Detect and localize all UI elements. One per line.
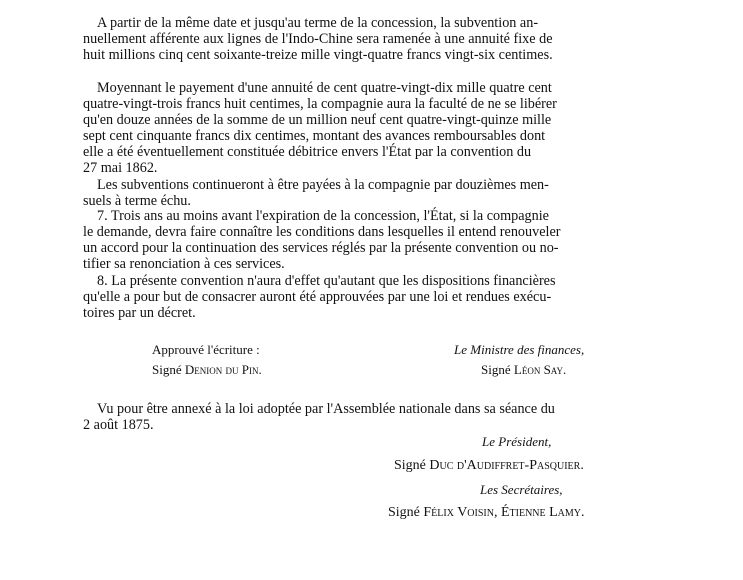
president-title-text: Le Président, [482,434,552,449]
text-line: 7. Trois ans au moins avant l'expiration de la concession, l'État, si la compagnie [97,208,549,224]
text-line: 2 août 1875. [83,416,154,433]
text-line: 8. La présente convention n'aura d'effet qu'autant que les dispositions financières [97,273,556,289]
text-line: Moyennant le payement d'une annuité de cent quatre-vingt-dix mille quatre cent [97,80,552,96]
text-line: A partir de la même date et jusqu'au terme de la concession, la subvention an- [97,15,539,31]
approved-label [152,342,260,357]
secretaries-signature [388,505,585,520]
signed-prefix: Signé [152,362,182,377]
text-line: suels à terme échu. [83,192,191,209]
annex-statement [83,402,667,434]
text-line: un accord pour la continuation des services réglés par la présente convention ou no- [83,239,559,256]
president-signature [394,458,584,473]
approved-text: Approuvé l'écriture : [152,342,260,357]
text-line: sept cent cinquante francs dix centimes, montant des avances remboursables dont [83,127,546,144]
text-line: elle a été éventuellement constituée débitrice envers l'État par la convention du [83,143,532,160]
text-line: Les subventions continueront à être payées à la compagnie par douzièmes men- [97,177,549,193]
text-line: 27 mai 1862. [83,159,158,176]
text-line: toires par un décret. [83,304,196,321]
text-line: Vu pour être annexé à la loi adoptée par l'Assemblée nationale dans sa séance du [97,401,555,417]
text-line: huit millions cinq cent soixante-treize mille vingt-quatre francs vingt-six centimes. [83,46,553,63]
secretary-name-2: Étienne Lamy. [500,505,585,520]
signer-name: Léon Say. [513,362,567,377]
minister-title-text: Le Ministre des finances, [454,342,585,357]
text-line: le demande, devra faire connaître les conditions dans lesquelles il entend renouveler [83,223,561,240]
secretary-name-1: Félix Voisin, [423,505,498,520]
secretaries-title-text: Les Secrétaires, [480,482,563,497]
paragraph-article-7 [83,209,667,273]
text-line: tifier sa renonciation à ces services. [83,255,285,272]
text-line: qu'en douze années de la somme de un million neuf cent quatre-vingt-quinze mille [83,111,552,128]
signed-prefix: Signé [388,505,420,520]
president-title [482,434,551,449]
text-line: qu'elle a pour but de consacrer auront été approuvées par une loi et rendues exécu- [83,288,552,305]
paragraph-payement [83,81,667,176]
signed-prefix: Signé [394,458,426,473]
signature-left [152,362,262,377]
paragraph-subventions-douziemes [83,178,667,210]
minister-title [454,342,584,357]
secretaries-title [480,482,563,497]
signer-name: Denion du Pin. [184,362,262,377]
signature-right [481,362,566,377]
paragraph-article-8 [83,274,667,322]
signed-prefix: Signé [481,362,511,377]
paragraph-subvention [83,16,667,64]
signer-name: Duc d'Audiffret-Pasquier. [429,458,584,473]
text-line: nuellement afférente aux lignes de l'Indo-Chine sera ramenée à une annuité fixe de [83,30,553,47]
text-line: quatre-vingt-trois francs huit centimes, la compagnie aura la faculté de ne se libérer [83,95,557,112]
